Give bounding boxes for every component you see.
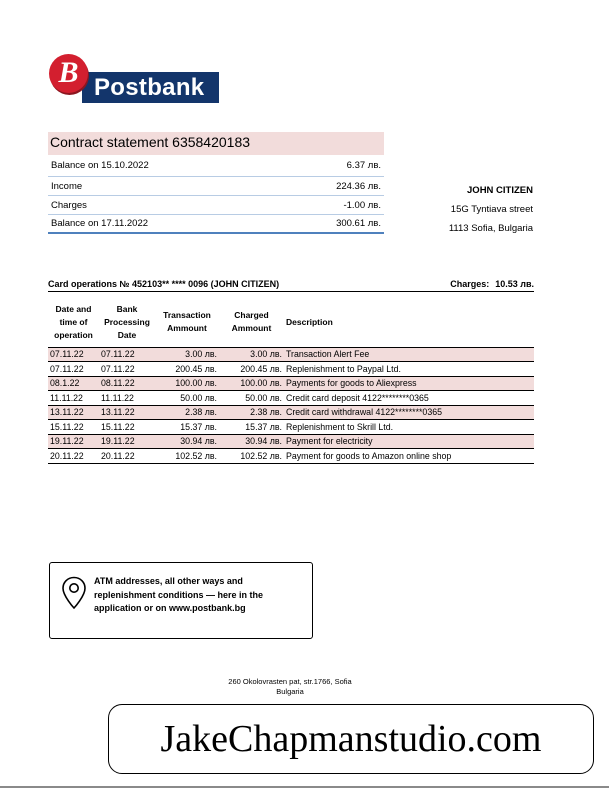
cell-transaction-amount: 50.00 лв. [155, 391, 219, 406]
cell-transaction-amount: 15.37 лв. [155, 420, 219, 435]
cell-description: Transaction Alert Fee [284, 347, 534, 362]
summary-row-closing-balance [48, 215, 384, 234]
cell-transaction-amount: 200.45 лв. [155, 362, 219, 377]
balance-summary [48, 155, 384, 234]
bank-address-line2: Bulgaria [276, 687, 304, 696]
logo-wordmark-bar [82, 72, 219, 103]
cell-charged-amount: 100.00 лв. [219, 376, 284, 391]
cell-transaction-amount: 30.94 лв. [155, 434, 219, 449]
summary-label: Balance on 17.11.2022 [51, 218, 149, 229]
cell-description: Replenishment to Paypal Ltd. [284, 362, 534, 377]
page-bottom-divider [0, 786, 609, 788]
summary-value: -1.00 лв. [343, 199, 381, 211]
watermark-banner: JakeChapmanstudio.com [108, 704, 594, 774]
cell-operation-date: 13.11.22 [48, 405, 99, 420]
summary-row-charges [48, 196, 384, 215]
cell-description: Credit card deposit 4122********0365 [284, 391, 534, 406]
contract-statement-title: Contract statement 6358420183 [48, 132, 384, 155]
logo-emblem-icon: B [49, 54, 88, 93]
cell-processing-date: 13.11.22 [99, 405, 155, 420]
table-row [48, 449, 534, 464]
column-header-charged-amount: Charged Ammount [231, 310, 272, 334]
cell-charged-amount: 50.00 лв. [219, 391, 284, 406]
card-charges-value: 10.53 лв. [495, 278, 534, 289]
cell-processing-date: 20.11.22 [99, 449, 155, 464]
customer-street: 15G Tyntiava street [450, 204, 533, 215]
table-row [48, 434, 534, 449]
summary-label: Balance on 15.10.2022 [51, 160, 149, 171]
table-row [48, 405, 534, 420]
cell-operation-date: 19.11.22 [48, 434, 99, 449]
cell-charged-amount: 2.38 лв. [219, 405, 284, 420]
cell-charged-amount: 102.52 лв. [219, 449, 284, 464]
table-row [48, 362, 534, 377]
cell-operation-date: 11.11.22 [48, 391, 99, 406]
bank-address-line1: 260 Okolovrasten pat, str.1766, Sofia [228, 677, 352, 686]
atm-info-box [49, 562, 313, 639]
cell-processing-date: 15.11.22 [99, 420, 155, 435]
summary-value: 224.36 лв. [336, 180, 381, 192]
cell-processing-date: 11.11.22 [99, 391, 155, 406]
customer-city: 1113 Sofia, Bulgaria [448, 223, 533, 234]
summary-label: Income [51, 180, 83, 192]
cell-transaction-amount: 3.00 лв. [155, 347, 219, 362]
card-charges-label: Charges: [450, 278, 490, 289]
summary-row-opening-balance [48, 155, 384, 177]
table-header-row [48, 298, 534, 347]
customer-name: JOHN CITIZEN [467, 185, 533, 196]
card-operations-title: Card operations № 452103** **** 0096 (JOHN CITIZEN) [48, 278, 280, 289]
column-header-description: Description [286, 316, 333, 327]
cell-operation-date: 07.11.22 [48, 362, 99, 377]
cell-charged-amount: 200.45 лв. [219, 362, 284, 377]
cell-charged-amount: 30.94 лв. [219, 434, 284, 449]
summary-value: 6.37 лв. [346, 160, 381, 171]
cell-description: Replenishment to Skrill Ltd. [284, 420, 534, 435]
cell-operation-date: 08.1.22 [48, 376, 99, 391]
cell-processing-date: 08.11.22 [99, 376, 155, 391]
cell-processing-date: 07.11.22 [99, 362, 155, 377]
cell-processing-date: 19.11.22 [99, 434, 155, 449]
logo-wordmark: Postbank [94, 74, 205, 101]
table-row [48, 347, 534, 362]
table-row [48, 376, 534, 391]
cell-charged-amount: 15.37 лв. [219, 420, 284, 435]
card-operations-heading [48, 276, 534, 292]
summary-value: 300.61 лв. [336, 218, 381, 229]
cell-description: Payment for goods to Amazon online shop [284, 449, 534, 464]
cell-processing-date: 07.11.22 [99, 347, 155, 362]
cell-charged-amount: 3.00 лв. [219, 347, 284, 362]
card-charges [444, 279, 534, 289]
cell-description: Payments for goods to Aliexpress [284, 376, 534, 391]
table-row [48, 391, 534, 406]
cell-description: Credit card withdrawal 4122********0365 [284, 405, 534, 420]
cell-description: Payment for electricity [284, 434, 534, 449]
summary-row-income [48, 177, 384, 196]
column-header-processing-date: Bank Processing Date [104, 303, 150, 340]
bank-address [190, 677, 390, 697]
cell-operation-date: 07.11.22 [48, 347, 99, 362]
card-operations-table [48, 298, 534, 464]
customer-address-block [400, 181, 533, 238]
location-pin-icon [61, 576, 87, 610]
summary-label: Charges [51, 199, 87, 211]
postbank-logo [49, 54, 221, 104]
cell-operation-date: 20.11.22 [48, 449, 99, 464]
table-row [48, 420, 534, 435]
column-header-transaction-amount: Transaction Ammount [163, 310, 211, 334]
column-header-operation-date: Date and time of operation [54, 303, 93, 340]
cell-transaction-amount: 100.00 лв. [155, 376, 219, 391]
cell-transaction-amount: 102.52 лв. [155, 449, 219, 464]
cell-operation-date: 15.11.22 [48, 420, 99, 435]
cell-transaction-amount: 2.38 лв. [155, 405, 219, 420]
atm-info-text: ATM addresses, all other ways and replenishment conditions — here in the application or on www.postbank.bg [94, 576, 264, 613]
